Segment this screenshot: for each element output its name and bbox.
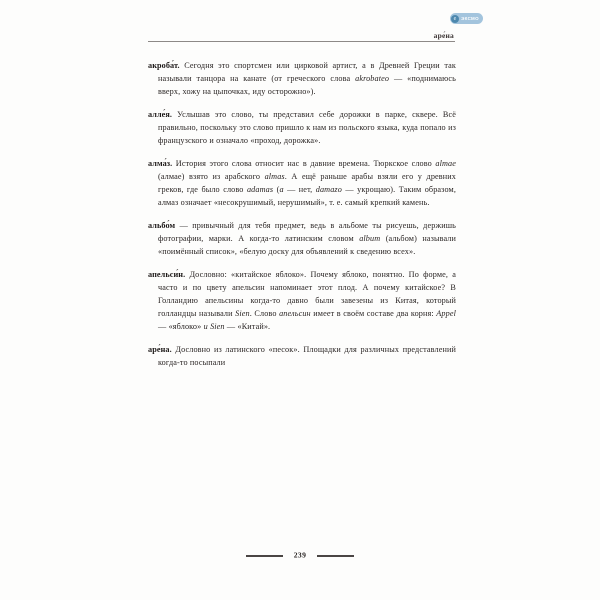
dictionary-entry-arena — [148, 344, 456, 370]
foreign-term-3: Appel — [436, 308, 456, 318]
headword: апельси́н. — [148, 270, 186, 280]
entry-text: Услышав это слово, ты представил себе дорожки в парке, сквере. Всё правильно, поскольку это слово пришло к нам из польского языка, куда попало из французского и означало «проход, дорожка». — [158, 110, 456, 145]
headword: альбо́м — [148, 221, 176, 231]
page-number: 239 — [293, 550, 307, 560]
dictionary-entry-alleya — [148, 109, 456, 148]
footer-rule-right — [317, 555, 354, 556]
foreign-term: almae — [435, 159, 456, 169]
publisher-watermark-badge — [450, 13, 483, 24]
footer-rule-left — [246, 555, 283, 556]
entry-text-tail-5: — укрощаю). Таким образом, алмаз означает «несокрушимый, нерушимый», т. е. самый крепкий камень. — [158, 184, 456, 207]
entry-text: Дословно: «китайское яблоко». Почему яблоко, понятно. По форме, а часто и по цвету апельсин напоминает этот плод. А почему китайское? В Голландию апельсины когда-то давно были завезены из Китая, который голландцы называли — [158, 270, 456, 318]
headword: алма́з. — [148, 159, 173, 169]
foreign-term-3: adamas — [246, 184, 274, 194]
entry-text-tail-4: — нет, — [283, 184, 316, 194]
entry-text-tail: (алмае) взято из арабского — [158, 172, 265, 182]
entry-text-tail-2: имеет в своём составе два корня: — [310, 308, 437, 318]
foreign-term: album — [359, 233, 381, 243]
headword: акроба́т. — [148, 61, 180, 71]
foreign-term-2: апельсин — [279, 308, 311, 318]
foreign-term-5: Sien — [210, 321, 225, 331]
entry-text-tail-2: . А ещё раньше арабы взяли его у древних греков, где было слово — [158, 172, 456, 194]
headword: алле́я. — [148, 110, 173, 120]
dictionary-entry-apelsin — [148, 269, 456, 333]
entry-text: Дословно из латинского «песок». Площадки для различных представлений когда-то посыпали — [158, 344, 456, 367]
entry-text-tail: (альбом) называли «поимённый список», «белую доску для объявлений к сведению всех». — [158, 233, 456, 256]
foreign-term: akrobateo — [355, 74, 390, 84]
page-footer — [0, 552, 600, 560]
foreign-term-4: и — [203, 321, 208, 331]
running-header — [148, 31, 455, 42]
entry-text: — привычный для тебя предмет, ведь в альбоме ты рисуешь, держишь фотографии, марки. А когда-то латинским словом — [158, 221, 456, 243]
entry-text: История этого слова относит нас в давние времена. Тюркское слово — [172, 159, 436, 169]
entry-text-tail-3: ( — [273, 184, 280, 194]
publisher-logo-icon: e — [451, 15, 459, 23]
publisher-name: ЭКСМО — [461, 15, 479, 22]
foreign-term: Sien — [235, 308, 250, 318]
dictionary-entry-almaz — [148, 158, 456, 209]
entry-text-tail: — «поднимаюсь вверх, хожу на цыпочках, иду осторожно»). — [158, 74, 456, 96]
dictionary-entry-akrobat — [148, 60, 456, 99]
foreign-term-4: a — [279, 184, 284, 194]
entry-text-tail-3: — «яблоко» — [158, 321, 204, 331]
dictionary-entry-albom — [148, 220, 456, 259]
entry-text-tail-5: — «Китай». — [224, 321, 271, 331]
foreign-term-2: almas — [264, 172, 285, 182]
header-divider — [148, 41, 455, 42]
running-header-word: аре́на — [433, 31, 454, 40]
headword: аре́на. — [148, 344, 172, 354]
foreign-term-5: damazo — [315, 184, 342, 194]
entry-text-tail: . Слово — [249, 308, 280, 318]
text-column — [148, 52, 456, 370]
entry-text: Сегодня это спортсмен или цирковой артист, а в Древней Греции так называли танцора на канате (от греческого слова — [158, 61, 456, 84]
